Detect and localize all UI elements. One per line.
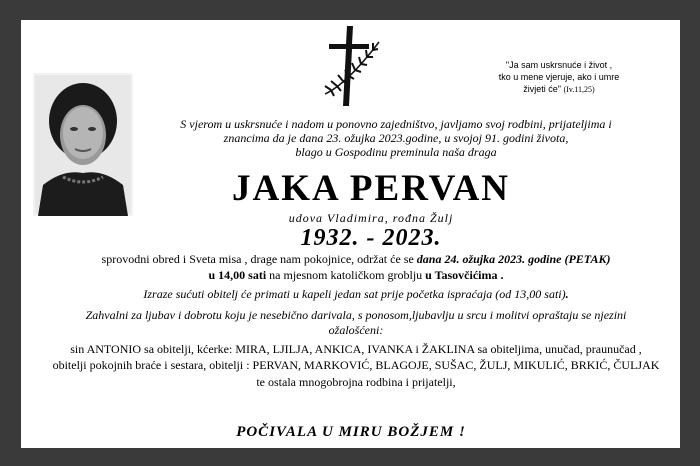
funeral-time: u 14,00 sati [208,268,267,282]
funeral-date: dana 24. ožujka 2023. godine (PETAK) [416,252,611,266]
intro-line-2: znancima da je dana 23. ožujka 2023.godine, u svojoj 91. godini života, [223,131,569,145]
life-years: 1932. - 2023. [300,225,442,251]
thanks-line-2: ožalošćeni: [328,323,384,337]
intro-line-1: S vjerom u uskrsnuće i nadom u ponovno zajedništvo, javljamo svoj rodbini, prijateljima i [180,117,612,131]
condolence-line [41,287,671,302]
bible-quote [469,59,649,96]
closing-phrase: POČIVALA U MIRU BOŽJEM ! [236,424,466,440]
quote-line-3 [469,83,649,96]
quote-line-1: "Ja sam uskrsnuće i život , [505,60,613,70]
thanks-text [41,308,671,338]
quote-line-3-text: živjeti će" [523,84,561,94]
mourners-line-1: sin ANTONIO sa obitelji, kćerke: MIRA, LJILJA, ANKICA, IVANKA i ŽAKLINA sa obiteljima, unučad, praunučad , [70,342,642,356]
deceased-name: JAKA PERVAN [231,168,511,209]
mourners-line-2: obitelji pokojnih braće i sestara, obitelji : PERVAN, MARKOVIĆ, BLAGOJE, SUŠAC, ŽULJ, MIKULIĆ, BRKIĆ, ČULJAK [52,358,660,372]
obituary-card [21,20,680,448]
condolence-period: . [565,287,569,301]
intro-line-3: blago u Gospodinu preminula naša draga [295,145,497,159]
quote-reference: (Iv.11,25) [563,85,595,94]
thanks-line-1: Zahvalni za ljubav i dobrotu koju je nesebično darivala, s ponosom,ljubavlju u srcu i molitvi opraštaju se njezini [85,308,627,322]
funeral-place: u Tasovčićima . [425,268,504,282]
announcement-intro [111,117,681,159]
quote-line-2: tko u mene vjeruje, ako i umre [498,72,620,82]
funeral-line-1-text: sprovodni obred i Sveta misa , drage nam pokojnice, održat će se [101,252,417,266]
funeral-line-1 [41,252,671,267]
cross-with-palm-branch-icon [317,24,385,110]
condolence-text: Izraze sućuti obitelj će primati u kapeli jedan sat prije početka ispraćaja (od 13,00 sati) [143,287,566,301]
funeral-line-2-text: na mjesnom katoličkom groblju [266,268,426,282]
funeral-line-2 [41,268,671,283]
deceased-subtitle: udova Vladimira, rođna Žulj [288,211,454,225]
mourners-line-3: te ostala mnogobrojna rodbina i prijatelji, [256,375,456,389]
